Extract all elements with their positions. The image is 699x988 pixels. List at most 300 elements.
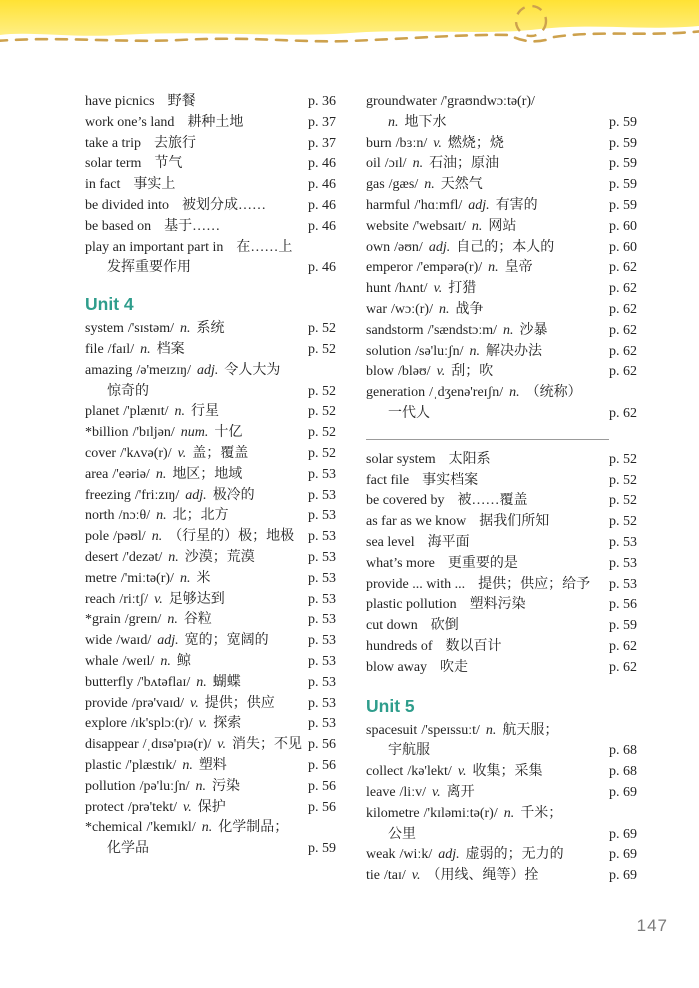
entry-text — [366, 512, 603, 533]
entry-pos: n. — [388, 114, 399, 130]
entry-zh: 档案 — [156, 341, 185, 357]
entry-pos: n. — [160, 653, 171, 669]
entry-zh: （行星的）极；地极 — [168, 529, 295, 545]
entry-text — [85, 548, 302, 569]
entry-text — [85, 506, 302, 527]
entry-text — [85, 340, 302, 361]
entry-page-ref: p. 62 — [609, 301, 637, 317]
entry-zh: 节气 — [154, 156, 183, 172]
entry-zh: 基于…… — [164, 218, 221, 234]
entry-text — [366, 762, 603, 783]
entry-phon: /'kemɪkl/ — [146, 820, 196, 836]
entry-phon: /hʌnt/ — [394, 281, 428, 297]
entry-zh: 宇航服 — [388, 743, 430, 759]
entry-page-ref: p. 53 — [308, 653, 336, 669]
entry-zh: 数以百计 — [445, 638, 502, 654]
entry-row — [85, 154, 336, 175]
entry-pos: v. — [217, 737, 226, 753]
entry-page-ref: p. 53 — [609, 555, 637, 571]
entry-word: cut down — [366, 618, 418, 634]
entry-word: be divided into — [85, 197, 169, 213]
entry-text — [85, 319, 302, 340]
entry-page-ref: p. 53 — [308, 716, 336, 732]
entry-word: work one’s land — [85, 114, 175, 130]
entry-row — [85, 652, 336, 673]
entry-zh: 离开 — [446, 784, 475, 800]
entry-pos: adj. — [428, 239, 451, 255]
entry-page-ref: p. 37 — [308, 114, 336, 130]
entry-phon: /waɪd/ — [116, 633, 152, 649]
entry-text — [366, 533, 603, 554]
entry-word: what’s more — [366, 555, 435, 571]
entry-zh: 化学品 — [107, 841, 149, 857]
entry-zh: 地下水 — [404, 114, 447, 130]
entry-page-ref: p. 62 — [609, 322, 637, 338]
unit5-heading: Unit 5 — [366, 695, 415, 716]
entry-phon: /'friːzɪŋ/ — [134, 487, 180, 503]
entry-page-ref: p. 52 — [609, 514, 637, 530]
entry-text — [85, 735, 302, 756]
entry-zh: 沙漠；荒漠 — [184, 549, 255, 565]
entry-zh: 砍倒 — [430, 618, 459, 634]
entry-row-continuation — [366, 825, 637, 846]
entry-pos: n. — [151, 529, 163, 545]
entry-zh: 事实档案 — [422, 472, 479, 488]
entry-page-ref: p. 62 — [609, 638, 637, 654]
entry-word: oil — [366, 156, 381, 172]
entry-word: generation — [366, 385, 426, 401]
entry-word: gas — [366, 177, 385, 193]
entry-row — [85, 465, 336, 486]
entry-row — [366, 762, 637, 783]
entry-zh: 化学制品； — [218, 820, 289, 836]
entry-word: weak — [366, 847, 396, 863]
entry-zh: 鲸 — [176, 653, 191, 669]
entry-pos: n. — [201, 820, 213, 836]
entry-text — [85, 217, 302, 238]
entry-row — [366, 845, 637, 866]
entry-page-ref: p. 53 — [609, 576, 637, 592]
entry-pos: adj. — [196, 362, 219, 378]
entry-pos: v. — [457, 764, 467, 780]
entry-zh: 提供；供应 — [204, 695, 275, 711]
entry-pos: v. — [190, 695, 199, 711]
entry-row — [85, 673, 336, 694]
entry-zh: 虚弱的；无力的 — [465, 847, 564, 863]
entry-pos: n. — [156, 508, 167, 524]
entry-word: sandstorm — [366, 322, 424, 338]
entry-zh: 塑料污染 — [469, 597, 526, 613]
entry-text — [85, 382, 302, 403]
entry-pos: n. — [471, 218, 483, 234]
entry-row-continuation — [85, 258, 336, 279]
entry-text — [85, 361, 336, 382]
entry-page-ref: p. 69 — [609, 868, 637, 884]
entry-row — [366, 512, 637, 533]
entry-zh: 石油；原油 — [429, 156, 500, 172]
entry-phon: /'miːtə(r)/ — [120, 570, 174, 586]
entry-phon: /'eəriə/ — [112, 466, 150, 482]
entry-zh: 网站 — [488, 218, 517, 234]
entry-row — [85, 175, 336, 196]
entry-row — [85, 714, 336, 735]
entry-phon: /ɔɪl/ — [384, 156, 407, 172]
entry-word: fact file — [366, 472, 410, 488]
entry-row — [366, 154, 637, 175]
entry-page-ref: p. 53 — [609, 534, 637, 550]
entry-page-ref: p. 53 — [308, 529, 336, 545]
entry-text — [85, 238, 336, 259]
entry-text — [85, 486, 302, 507]
entry-text — [366, 300, 603, 321]
entry-word: amazing — [85, 362, 133, 378]
entry-word: emperor — [366, 260, 413, 276]
page-number: 147 — [636, 916, 668, 935]
entry-row — [85, 818, 336, 839]
entry-row — [85, 756, 336, 777]
entry-row — [366, 321, 637, 342]
entry-zh: （用线、绳等）拴 — [426, 868, 539, 884]
entry-word: *chemical — [85, 820, 143, 836]
entry-phon: /'bɪljən/ — [132, 425, 175, 441]
entry-phon: /ɪk'splɔː(r)/ — [130, 716, 193, 732]
entry-zh: 去旅行 — [153, 135, 196, 151]
entry-text — [85, 134, 302, 155]
entry-pos: v. — [411, 868, 421, 884]
entry-zh: 北；北方 — [172, 508, 229, 524]
entry-page-ref: p. 52 — [609, 472, 637, 488]
entry-zh: 在……上 — [236, 239, 293, 255]
entry-text — [366, 383, 637, 404]
entry-pos: n. — [155, 466, 167, 482]
entry-word: butterfly — [85, 674, 134, 690]
entry-text — [366, 92, 637, 113]
entry-word: provide ... with ... — [366, 576, 466, 592]
entry-text — [366, 217, 603, 238]
entry-row — [85, 92, 336, 113]
entry-text — [85, 694, 302, 715]
entry-pos: adj. — [185, 487, 207, 503]
entry-row — [85, 423, 336, 444]
entry-zh: 被……覆盖 — [457, 493, 528, 509]
entry-page-ref: p. 59 — [609, 618, 637, 634]
entry-row — [85, 694, 336, 715]
entry-text — [366, 238, 603, 259]
entry-text — [85, 714, 302, 735]
entry-page-ref: p. 62 — [609, 260, 637, 276]
entry-text — [366, 471, 603, 492]
entry-text — [85, 798, 302, 819]
entry-word: groundwater — [366, 94, 437, 109]
entry-word: burn — [366, 135, 392, 151]
entry-text — [85, 590, 302, 611]
entry-text — [366, 658, 603, 679]
entry-word: area — [85, 466, 109, 482]
entry-page-ref: p. 52 — [308, 321, 336, 337]
entry-page-ref: p. 36 — [308, 94, 336, 109]
entry-row — [366, 616, 637, 637]
entry-row — [366, 575, 637, 596]
entry-row — [85, 238, 336, 259]
entry-zh: 公里 — [388, 826, 416, 842]
entry-row — [366, 491, 637, 512]
entry-pos: n. — [179, 570, 191, 586]
entry-text — [366, 113, 603, 134]
entry-page-ref: p. 53 — [308, 591, 336, 607]
entry-page-ref: p. 60 — [609, 218, 637, 234]
entry-page-ref: p. 53 — [308, 674, 336, 690]
entry-word: solution — [366, 343, 412, 359]
entry-row-continuation — [366, 404, 637, 425]
entry-zh: 千米； — [520, 805, 563, 821]
entry-text — [366, 450, 603, 471]
entry-word: file — [85, 341, 104, 357]
entry-text — [366, 554, 603, 575]
entry-zh: 收集；采集 — [472, 764, 543, 780]
entry-text — [366, 154, 603, 175]
entry-page-ref: p. 56 — [308, 799, 336, 815]
entry-zh: 更重要的是 — [447, 555, 518, 571]
entry-zh: 被划分成…… — [182, 197, 266, 213]
entry-text — [85, 154, 302, 175]
entry-pos: n. — [140, 341, 151, 357]
entry-zh: （统称） — [525, 385, 582, 401]
entry-phon: /əʊn/ — [394, 239, 423, 255]
wordlist-unit4-phrases — [366, 450, 637, 679]
entry-zh: 战争 — [455, 301, 484, 317]
entry-page-ref: p. 46 — [308, 260, 336, 276]
entry-text — [85, 777, 302, 798]
entry-row — [366, 595, 637, 616]
entry-phon: /ˌdɪsə'pɪə(r)/ — [142, 737, 212, 753]
entry-text — [366, 342, 603, 363]
entry-word: wide — [85, 633, 113, 649]
entry-text — [366, 196, 603, 217]
entry-text — [85, 818, 336, 839]
entry-row — [85, 217, 336, 238]
entry-word: play an important part in — [85, 239, 224, 255]
entry-zh: 打猎 — [448, 281, 477, 297]
entry-row — [366, 279, 637, 300]
unit4-heading: Unit 4 — [85, 294, 134, 315]
entry-zh: 提供；供应；给予 — [478, 576, 591, 592]
entry-row — [85, 113, 336, 134]
entry-pos: n. — [438, 301, 450, 317]
entry-phon: /ˌdʒenə'reɪʃn/ — [429, 385, 504, 401]
wordlist-left-top-phrases — [85, 92, 336, 279]
entry-row — [85, 196, 336, 217]
entry-page-ref: p. 46 — [308, 218, 336, 234]
entry-phon: /liːv/ — [399, 784, 426, 800]
entry-row — [85, 486, 336, 507]
entry-page-ref: p. 56 — [609, 597, 637, 613]
entry-word: hundreds of — [366, 638, 433, 654]
entry-page-ref: p. 56 — [308, 737, 336, 753]
section-divider — [366, 439, 609, 440]
entry-zh: 塑料 — [198, 757, 227, 773]
entry-row — [366, 866, 637, 887]
entry-pos: n. — [179, 321, 191, 337]
entry-zh: 吹走 — [440, 659, 469, 675]
entry-word: in fact — [85, 177, 121, 193]
entry-zh: 自己的；本人的 — [456, 239, 555, 255]
entry-text — [85, 196, 302, 217]
entry-pos: n. — [424, 177, 435, 193]
entry-row — [366, 471, 637, 492]
entry-page-ref: p. 68 — [609, 743, 637, 759]
entry-zh: 天然气 — [440, 177, 483, 193]
entry-word: sea level — [366, 534, 415, 550]
entry-row — [366, 300, 637, 321]
entry-row — [85, 319, 336, 340]
entry-word: tie — [366, 868, 380, 884]
entry-zh: 解决办法 — [486, 343, 543, 359]
entry-row — [366, 804, 637, 825]
entry-pos: n. — [168, 549, 179, 565]
entry-zh: 发挥重要作用 — [107, 260, 191, 276]
entry-page-ref: p. 62 — [609, 343, 637, 359]
entry-pos: v. — [154, 591, 163, 607]
entry-row — [366, 362, 637, 383]
entry-zh: 十亿 — [214, 425, 243, 441]
entry-row — [366, 134, 637, 155]
entry-page-ref: p. 56 — [308, 778, 336, 794]
entry-text — [366, 175, 603, 196]
entry-page-ref: p. 52 — [308, 445, 336, 461]
entry-page-ref: p. 53 — [308, 612, 336, 628]
entry-pos: adj. — [468, 197, 490, 213]
entry-phon: /'sɪstəm/ — [127, 321, 174, 337]
entry-zh: 保护 — [197, 799, 226, 815]
entry-phon: /bləʊ/ — [398, 364, 431, 380]
entry-word: take a trip — [85, 135, 141, 151]
entry-zh: 皇帝 — [504, 260, 533, 276]
entry-phon: /pə'luːʃn/ — [139, 778, 190, 794]
entry-text — [366, 804, 637, 825]
entry-word: planet — [85, 404, 120, 420]
entry-page-ref: p. 62 — [609, 405, 637, 421]
entry-page-ref: p. 53 — [308, 508, 336, 524]
entry-text — [85, 673, 302, 694]
entry-zh: 极冷的 — [212, 487, 255, 503]
entry-text — [366, 637, 603, 658]
top-decoration-band — [0, 0, 699, 62]
entry-word: solar system — [366, 451, 436, 467]
entry-page-ref: p. 59 — [609, 177, 637, 193]
entry-word: war — [366, 301, 387, 317]
entry-zh: 燃烧；烧 — [447, 135, 504, 151]
entry-word: blow — [366, 364, 394, 380]
entry-pos: v. — [433, 281, 443, 297]
entry-page-ref: p. 69 — [609, 784, 637, 800]
entry-page-ref: p. 53 — [308, 466, 336, 482]
entry-row — [85, 506, 336, 527]
entry-text — [366, 866, 603, 887]
entry-text — [85, 258, 302, 279]
entry-word: metre — [85, 570, 117, 586]
entry-row — [85, 798, 336, 819]
entry-pos: v. — [431, 784, 441, 800]
entry-pos: n. — [485, 722, 497, 738]
entry-row — [85, 402, 336, 423]
entry-row — [366, 238, 637, 259]
entry-page-ref: p. 62 — [609, 281, 637, 297]
entry-phon: /'plæstɪk/ — [125, 757, 177, 773]
entry-row — [366, 637, 637, 658]
entry-phon: /kə'lekt/ — [407, 764, 452, 780]
entry-zh: 惊奇的 — [107, 383, 149, 399]
entry-row-continuation — [366, 741, 637, 762]
entry-page-ref: p. 53 — [308, 487, 336, 503]
entry-text — [85, 423, 302, 444]
entry-page-ref: p. 53 — [308, 549, 336, 565]
entry-row — [366, 554, 637, 575]
entry-page-ref: p. 62 — [609, 659, 637, 675]
entry-zh: 米 — [196, 570, 211, 586]
entry-row — [366, 175, 637, 196]
entry-phon: /'speɪssuːt/ — [421, 722, 480, 738]
entry-zh: 野餐 — [167, 94, 196, 109]
entry-pos: n. — [488, 260, 499, 276]
entry-zh: 行星 — [191, 404, 220, 420]
entry-word: pollution — [85, 778, 136, 794]
entry-phon: /pəʊl/ — [113, 529, 146, 545]
entry-pos: num. — [180, 425, 209, 441]
entry-zh: 耕种土地 — [187, 114, 244, 130]
entry-phon: /'websaɪt/ — [412, 218, 466, 234]
entry-phon: /'empərə(r)/ — [416, 260, 483, 276]
entry-word: freezing — [85, 487, 131, 503]
entry-row — [85, 361, 336, 382]
entry-page-ref: p. 53 — [308, 570, 336, 586]
entry-row — [366, 342, 637, 363]
entry-phon: /sə'luːʃn/ — [415, 343, 464, 359]
entry-page-ref: p. 60 — [609, 239, 637, 255]
entry-row-continuation — [366, 113, 637, 134]
entry-word: website — [366, 218, 409, 234]
entry-word: north — [85, 508, 115, 524]
entry-text — [366, 134, 603, 155]
entry-row — [85, 590, 336, 611]
entry-text — [85, 444, 302, 465]
entry-zh: 一代人 — [388, 405, 430, 421]
entry-text — [366, 258, 603, 279]
entry-phon: /'kɪləmiːtə(r)/ — [423, 805, 498, 821]
entry-phon: /'dezət/ — [122, 549, 163, 565]
entry-pos: n. — [509, 385, 520, 401]
entry-word: own — [366, 239, 391, 255]
entry-zh: 蝴蝶 — [212, 674, 241, 690]
entry-zh: 太阳系 — [448, 451, 491, 467]
entry-row — [366, 383, 637, 404]
entry-word: provide — [85, 695, 128, 711]
entry-text — [85, 402, 302, 423]
entry-text — [85, 527, 302, 548]
entry-text — [366, 321, 603, 342]
entry-page-ref: p. 69 — [609, 847, 637, 863]
entry-page-ref: p. 53 — [308, 633, 336, 649]
entry-word: be based on — [85, 218, 152, 234]
entry-word: have picnics — [85, 94, 155, 109]
entry-page-ref: p. 59 — [609, 135, 637, 151]
entry-text — [85, 839, 302, 860]
entry-row-continuation — [85, 382, 336, 403]
entry-page-ref: p. 46 — [308, 197, 336, 213]
entry-page-ref: p. 52 — [308, 383, 336, 399]
wordlist-unit4-right — [366, 92, 637, 425]
entry-text — [85, 113, 302, 134]
entry-text — [366, 721, 637, 742]
